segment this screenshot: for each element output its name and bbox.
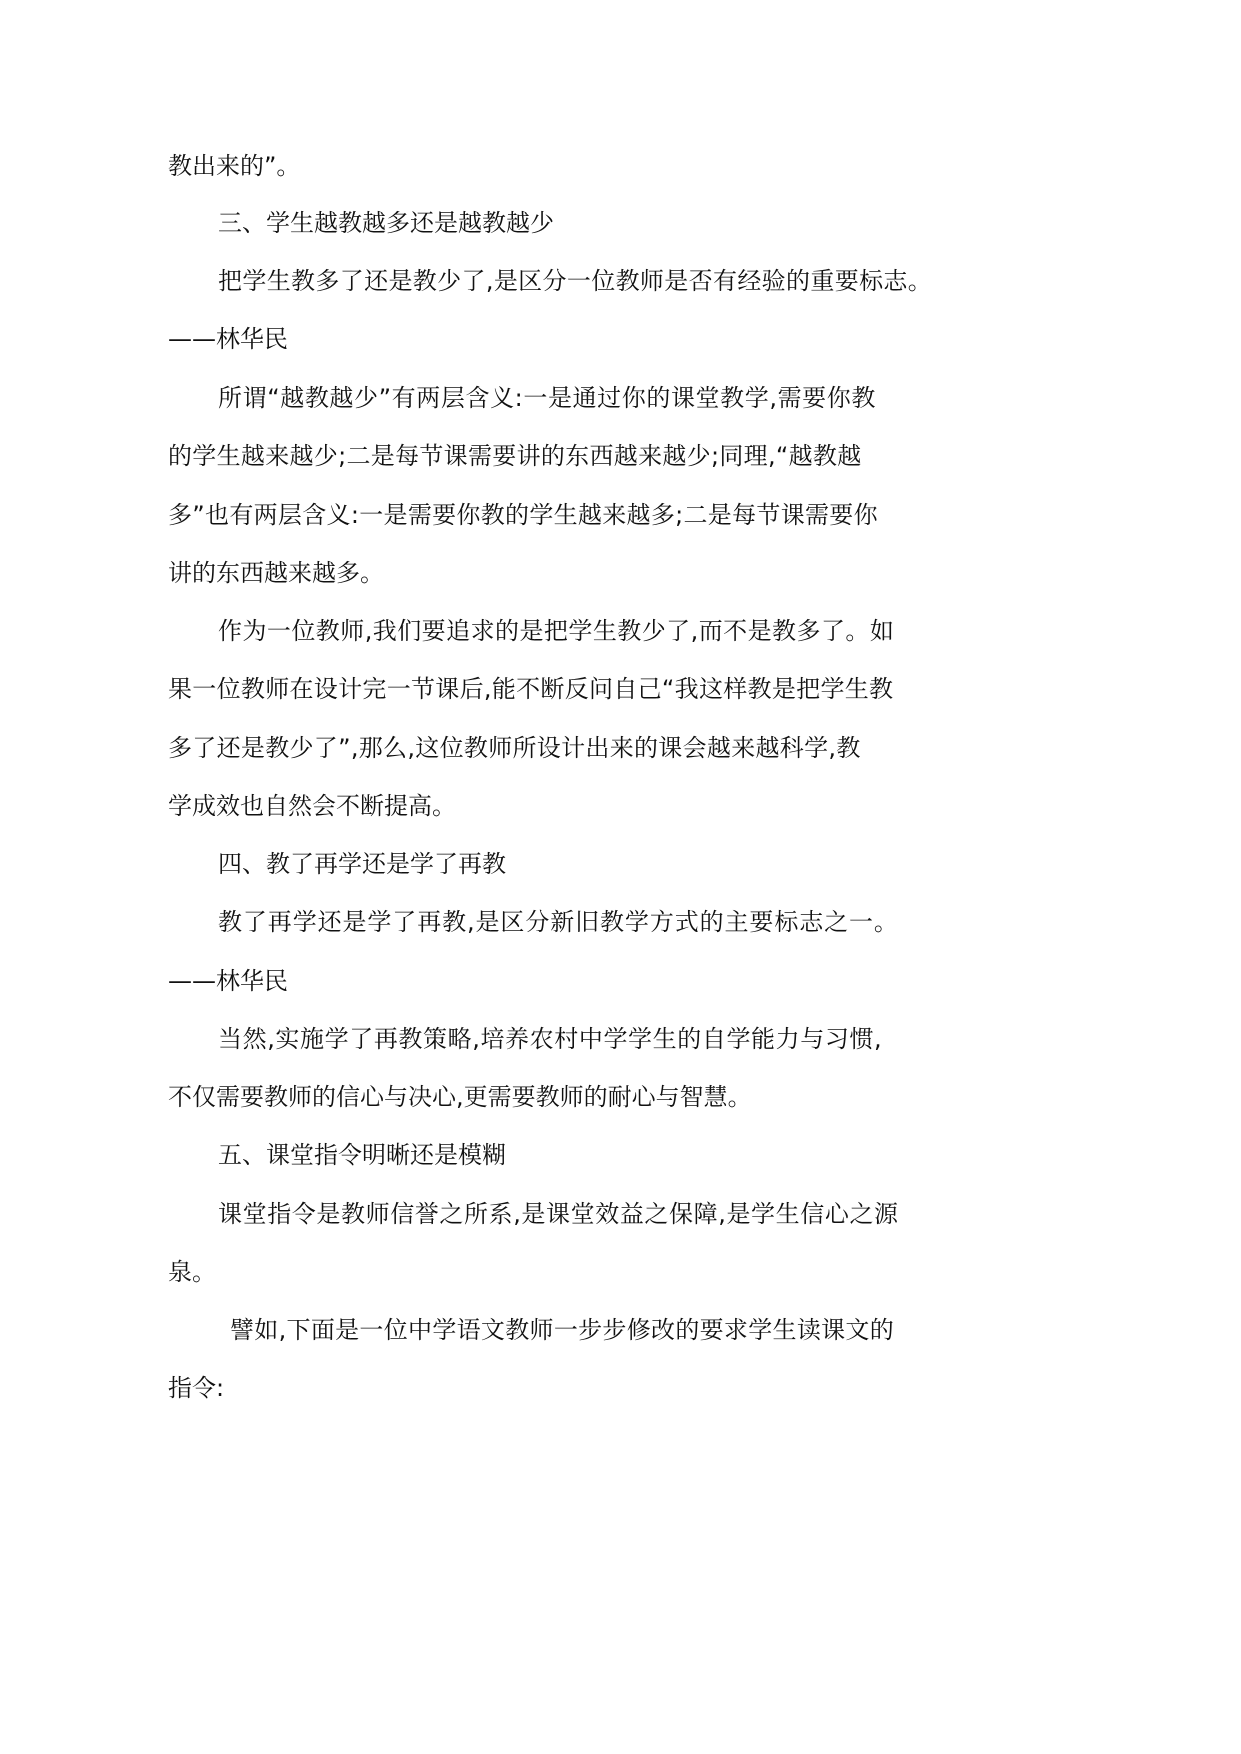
section-heading-3: 三、学生越教越多还是越教越少 — [218, 209, 554, 237]
paragraph-line: 教出来的”。 — [168, 152, 301, 180]
paragraph-line: 当然,实施学了再教策略,培养农村中学学生的自学能力与习惯, — [218, 1025, 883, 1053]
quote-attribution: ——林华民 — [168, 325, 288, 353]
quote-line: 把学生教多了还是教少了,是区分一位教师是否有经验的重要标志。 — [218, 267, 933, 295]
paragraph-line: 课堂指令是教师信誉之所系,是课堂效益之保障,是学生信心之源 — [218, 1200, 899, 1228]
paragraph-line: 讲的东西越来越多。 — [168, 559, 384, 587]
paragraph-line: 多”也有两层含义:一是需要你教的学生越来越多;二是每节课需要你 — [168, 501, 878, 529]
quote-line: 教了再学还是学了再教,是区分新旧教学方式的主要标志之一。 — [218, 908, 899, 936]
paragraph-line: 泉。 — [168, 1258, 216, 1286]
quote-attribution: ——林华民 — [168, 967, 288, 995]
section-heading-4: 四、教了再学还是学了再教 — [218, 850, 506, 878]
paragraph-line: 学成效也自然会不断提高。 — [168, 792, 456, 820]
paragraph-line: 譬如,下面是一位中学语文教师一步步修改的要求学生读课文的 — [230, 1316, 895, 1344]
paragraph-line: 的学生越来越少;二是每节课需要讲的东西越来越少;同理,“越教越 — [168, 442, 862, 470]
paragraph-line: 多了还是教少了”,那么,这位教师所设计出来的课会越来越科学,教 — [168, 734, 861, 762]
paragraph-line: 果一位教师在设计完一节课后,能不断反问自己“我这样教是把学生教 — [168, 675, 894, 703]
paragraph-line: 所谓“越教越少”有两层含义:一是通过你的课堂教学,需要你教 — [218, 384, 876, 412]
section-heading-5: 五、课堂指令明晰还是模糊 — [218, 1141, 506, 1169]
paragraph-line: 作为一位教师,我们要追求的是把学生教少了,而不是教多了。如 — [218, 617, 895, 645]
paragraph-line: 指令: — [168, 1374, 225, 1402]
paragraph-line: 不仅需要教师的信心与决心,更需要教师的耐心与智慧。 — [168, 1083, 752, 1111]
